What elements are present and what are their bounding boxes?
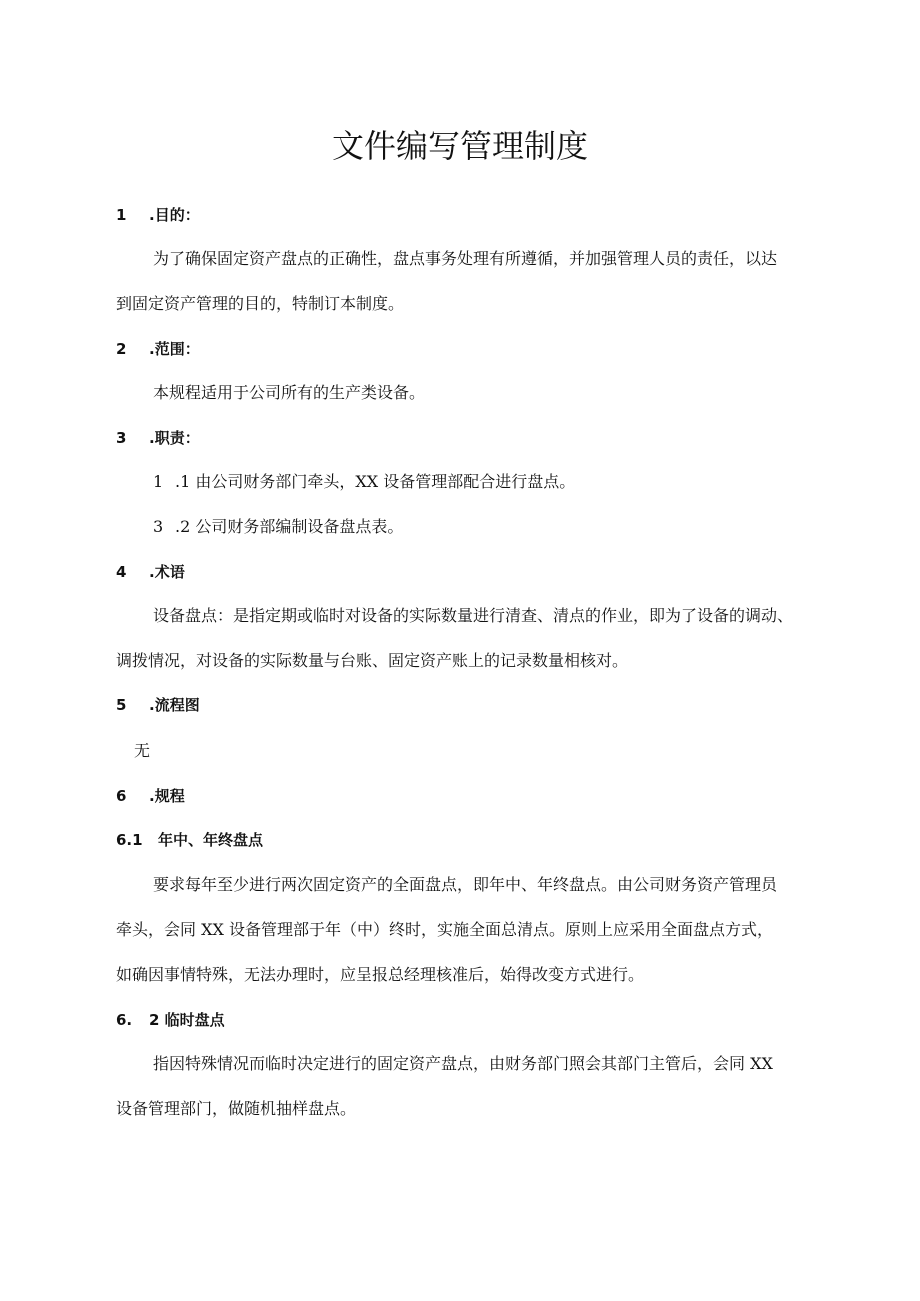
section-2-title: .范围： [149,340,200,358]
section-3-item-1-number: 1 [153,472,164,491]
section-4-title: .术语 [149,563,185,581]
section-4-number: 4 [116,563,127,581]
section-1-heading [116,203,200,227]
subsection-6-1-line-2: 牵头，会同 XX 设备管理部于年（中）终时，实施全面总清点。原则上应采用全面盘点方式， [116,920,773,939]
section-2-number: 2 [116,340,127,358]
section-1-paragraph-line-2: 到固定资产管理的目的，特制订本制度。 [116,294,405,313]
section-2-paragraph: 本规程适用于公司所有的生产类设备。 [153,383,426,402]
subsection-6-2-line-1: 指因特殊情况而临时决定进行的固定资产盘点，由财务部门照会其部门主管后，会同 XX [153,1054,773,1073]
section-3-heading [116,426,200,450]
section-5-heading [116,693,200,717]
section-6-heading [116,784,185,808]
subsection-6-2-number: 6. [116,1011,133,1029]
section-5-title: .流程图 [149,696,200,714]
section-5-number: 5 [116,696,127,714]
section-1-number: 1 [116,206,127,224]
section-6-title: .规程 [149,787,185,805]
section-3-item-2-text: .2 公司财务部编制设备盘点表。 [175,517,404,536]
subsection-6-2-title: 2 临时盘点 [149,1011,225,1029]
section-3-item-2 [153,515,403,539]
subsection-6-1-heading [116,828,263,852]
section-3-item-1-text: .1 由公司财务部门牵头，XX 设备管理部配合进行盘点。 [175,472,576,491]
document-title: 文件编写管理制度 [331,127,588,165]
section-4-paragraph-line-2: 调拨情况，对设备的实际数量与台账、固定资产账上的记录数量相核对。 [116,651,629,670]
subsection-6-1-line-1: 要求每年至少进行两次固定资产的全面盘点，即年中、年终盘点。由公司财务资产管理员 [153,875,778,894]
section-3-number: 3 [116,429,127,447]
section-6-number: 6 [116,787,127,805]
section-3-title: .职责： [149,429,200,447]
section-5-paragraph: 无 [134,741,151,760]
section-1-title: .目的： [149,206,200,224]
subsection-6-1-title: 年中、年终盘点 [158,831,264,849]
section-4-heading [116,560,185,584]
subsection-6-2-line-2: 设备管理部门，做随机抽样盘点。 [116,1099,357,1118]
section-2-heading [116,337,200,361]
section-4-paragraph-line-1: 设备盘点：是指定期或临时对设备的实际数量进行清查、清点的作业，即为了设备的调动、 [153,606,794,625]
subsection-6-1-line-3: 如确因事情特殊，无法办理时，应呈报总经理核准后，始得改变方式进行。 [116,965,645,984]
subsection-6-1-number: 6.1 [116,831,143,849]
section-1-paragraph-line-1: 为了确保固定资产盘点的正确性，盘点事务处理有所遵循，并加强管理人员的责任，以达 [153,249,778,268]
section-3-item-2-number: 3 [153,517,164,536]
section-3-item-1 [153,470,575,494]
subsection-6-2-heading [116,1008,225,1032]
